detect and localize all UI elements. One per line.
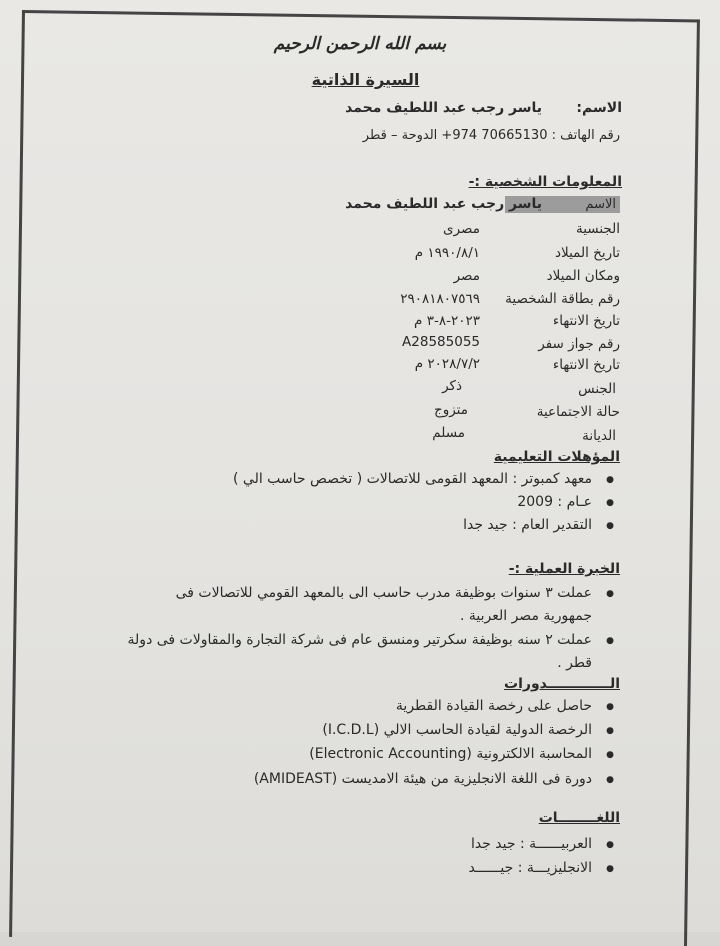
name-value: ياسر رجب عبد اللطيف محمد [345, 100, 542, 116]
personal-value: ياسر رجب عبد اللطيف محمد [345, 196, 542, 212]
personal-value: مسلم [432, 425, 465, 441]
section-heading-personal: المعلومات الشخصية :- [468, 174, 622, 190]
experience-item-continued: جمهورية مصر العربية . [459, 608, 592, 624]
experience-item-continued: قطر . [557, 655, 592, 671]
personal-label: تاريخ الانتهاء [552, 313, 620, 329]
section-heading-education: المؤهلات التعليمية [493, 449, 620, 465]
course-item: المحاسبة الالكترونية (Electronic Accounting) ● [309, 746, 592, 762]
section-heading-experience: الخبرة العملية :- [508, 561, 620, 577]
basmala: بسم الله الرحمن الرحيم [273, 34, 447, 54]
personal-value: A28585055 [402, 334, 480, 350]
education-item: معهد كمبوتر : المعهد القومى للاتصالات ( تخصص حاسب الي ) ● [233, 471, 592, 487]
language-item: العربيــــــة : جيد جدا ● [471, 836, 592, 852]
personal-label: حالة الاجتماعية [536, 404, 620, 420]
personal-value: ٢٠٢٨/٧/٢ م [414, 356, 480, 372]
personal-label: الجنسية [575, 221, 620, 237]
course-item: دورة فى اللغة الانجليزية من هيئة الامديست (AMIDEAST) ● [254, 771, 592, 787]
personal-label: تاريخ الانتهاء [552, 357, 620, 373]
personal-label: الديانة [582, 428, 616, 444]
personal-value: ٢٩٠٨١٨٠٧٥٦٩ [400, 291, 480, 307]
personal-label: ومكان الميلاد [546, 268, 620, 284]
personal-label: رقم بطاقة الشخصية [505, 291, 620, 307]
personal-value: مصرى [443, 221, 480, 237]
personal-label: رقم جواز سفر [538, 336, 620, 352]
experience-item: عملت ٢ سنه بوظيفة سكرتير ومنسق عام فى شركة التجارة والمقاولات فى دولة ● [128, 632, 592, 648]
education-item: عـام : 2009 ● [517, 494, 592, 510]
course-item: الرخصة الدولية لقيادة الحاسب الالي (I.C.D.L) ● [322, 722, 592, 738]
personal-label: تاريخ الميلاد [555, 245, 620, 261]
education-item: التقدير العام : جيد جدا ● [463, 517, 592, 533]
personal-label: الاسم [505, 196, 620, 213]
personal-value: مصر [453, 268, 480, 284]
personal-value: ٢٠٢٣-٨-٣ م [414, 313, 480, 329]
section-heading-courses: الـــــــــــــدورات [504, 676, 620, 692]
personal-label: الجنس [578, 381, 616, 397]
personal-value: متزوج [434, 402, 468, 418]
personal-value: ١٩٩٠/٨/١ م [414, 245, 480, 261]
name-label: الاسم: [576, 100, 622, 116]
language-item: الانجليزيـــة : جيــــــد ● [468, 860, 592, 876]
personal-value: ذكر [442, 378, 462, 394]
phone-line: رقم الهاتف : 70665130 974+ الدوحة – قطر [362, 128, 620, 143]
course-item: حاصل على رخصة القيادة القطرية ● [396, 698, 592, 714]
section-heading-languages: اللغــــــــات [538, 810, 620, 826]
experience-item: عملت ٣ سنوات بوظيفة مدرب حاسب الى بالمعهد القومي للاتصالات فى ● [176, 585, 592, 601]
cv-title: السيرة الذاتية [311, 70, 420, 89]
